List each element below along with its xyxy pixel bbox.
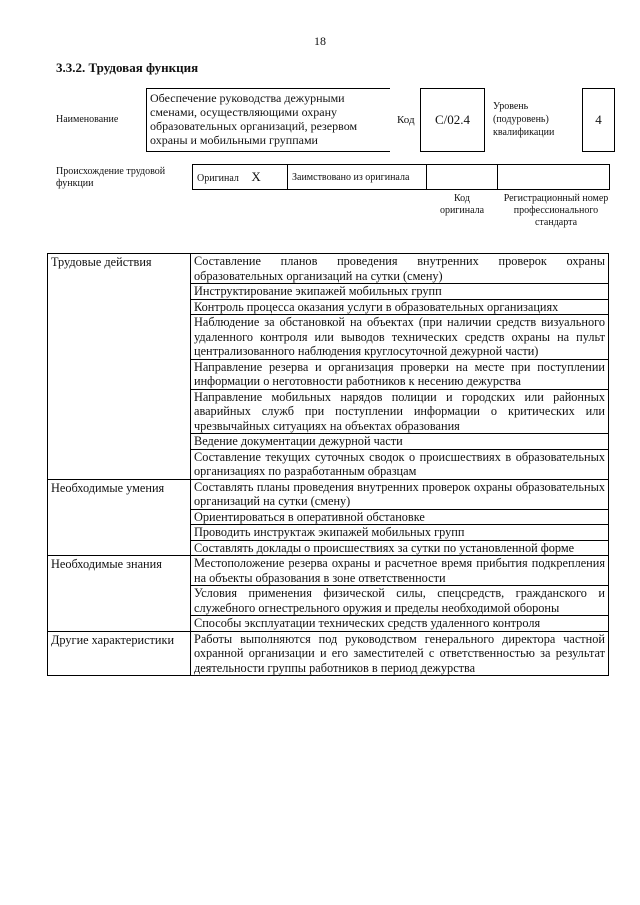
list-item: Составлять доклады о происшествиях за сутки по установленной форме [191,540,609,556]
list-item: Наблюдение за обстановкой на объектах (при наличии средств визуального удаленного контроля или выводов технических средств охраны на пульт централизованного наблюдения круглосуточной дежурной части) [191,315,609,360]
list-item: Работы выполняются под руководством генерального директора частной охранной организации и его заместителей с ответственностью за результат деятельности группы работников в период дежурства [191,631,609,676]
list-item: Инструктирование экипажей мобильных групп [191,284,609,300]
table-row [48,556,609,586]
original-mark: X [251,168,261,184]
level-label: Уровень (подуровень) квалификации [493,101,555,138]
category-cell: Необходимые умения [48,479,191,556]
code-label: Код [397,114,415,126]
name-label: Наименование [56,114,119,125]
list-item: Составление текущих суточных сводок о происшествиях в образовательных организациях по разработанным образцам [191,449,609,479]
list-item: Способы эксплуатации технических средств удаленного контроля [191,616,609,632]
table-row [48,479,609,509]
list-item: Контроль процесса оказания услуги в образовательных организациях [191,299,609,315]
original-label: Оригинал [197,172,239,184]
code-original-caption: Код оригинала [439,193,485,216]
table-row [48,631,609,676]
list-item: Ориентироваться в оперативной обстановке [191,509,609,525]
list-item: Ведение документации дежурной части [191,434,609,450]
category-cell: Трудовые действия [48,254,191,480]
level-value: 4 [582,88,615,152]
function-details-table [47,253,609,676]
origin-table [192,164,610,190]
reg-number-caption: Регистрационный номер профессионального стандарта [503,193,609,228]
table-row [48,254,609,284]
category-cell: Необходимые знания [48,556,191,632]
function-name: Обеспечение руководства дежурными сменами, осуществляющими охрану образовательных организаций, резервом охраны и мобильными группами [146,88,390,152]
list-item: Условия применения физической силы, спецсредств, гражданского и служебного огнестрельного оружия и пределы необходимой обороны [191,586,609,616]
borrowed-label: Заимствовано из оригинала [288,165,427,190]
code-original-cell [427,165,498,190]
reg-number-cell [498,165,610,190]
code-value: C/02.4 [420,88,485,152]
category-cell: Другие характеристики [48,631,191,676]
page-number: 18 [314,34,326,48]
list-item: Направление мобильных нарядов полиции и городских или районных аварийных служб при поступлении информации о критических или чрезвычайных ситуациях на объектах образования [191,389,609,434]
list-item: Направление резерва и организация проверки на месте при поступлении информации о неготовности работников к несению дежурства [191,359,609,389]
section-title: 3.3.2. Трудовая функция [56,60,199,75]
origin-label: Происхождение трудовой функции [56,166,166,189]
list-item: Местоположение резерва охраны и расчетное время прибытия подкрепления на объекты образования в зоне ответственности [191,556,609,586]
list-item: Проводить инструктаж экипажей мобильных групп [191,525,609,541]
list-item: Составлять планы проведения внутренних проверок охраны образовательных организаций на сутки (смену) [191,479,609,509]
list-item: Составление планов проведения внутренних проверок охраны образовательных организаций на сутки (смену) [191,254,609,284]
